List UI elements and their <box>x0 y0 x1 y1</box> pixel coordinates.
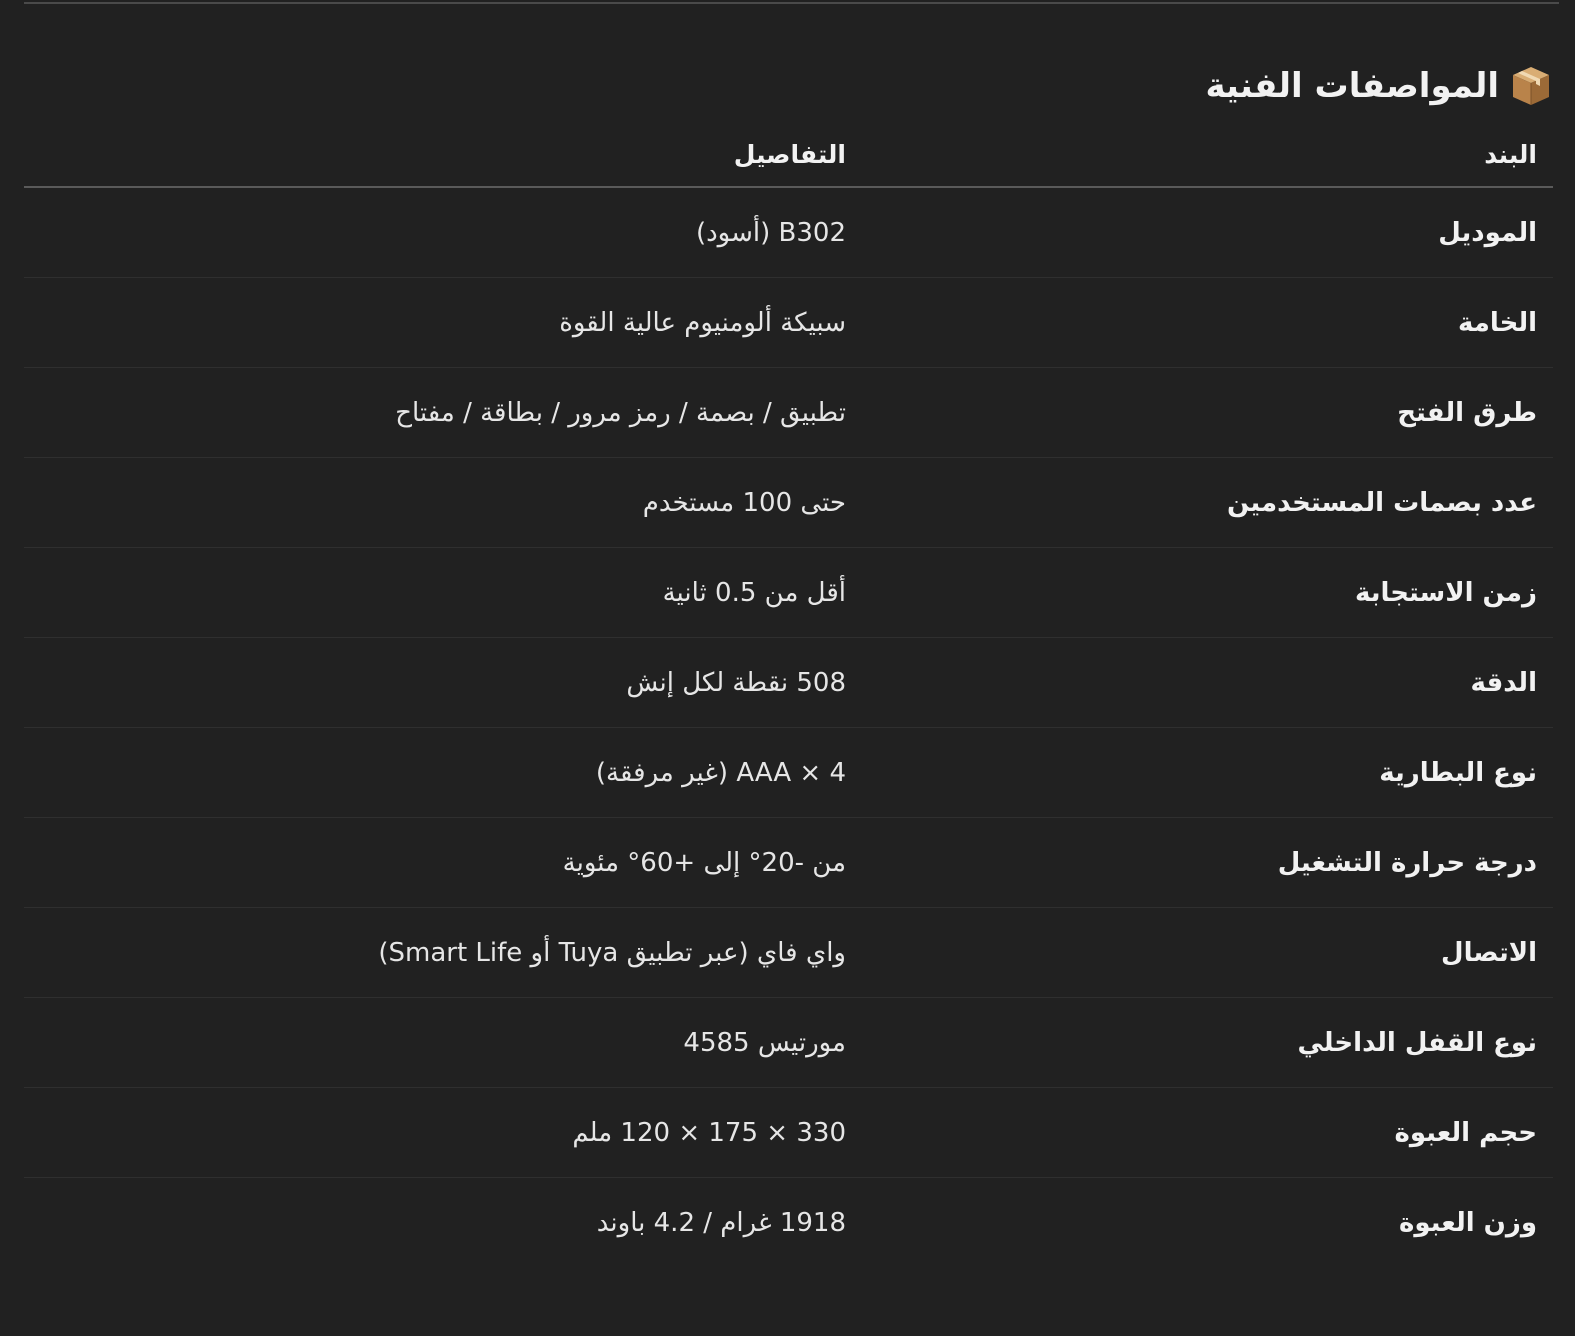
details-cell: واي فاي (عبر تطبيق Tuya أو Smart Life) <box>24 908 862 998</box>
table-row <box>24 278 1553 368</box>
table-row <box>24 998 1553 1088</box>
details-cell: سبيكة ألومنيوم عالية القوة <box>24 278 862 368</box>
top-divider <box>24 2 1559 4</box>
table-row <box>24 187 1553 278</box>
table-header-row <box>24 122 1553 187</box>
details-cell: 330 × 175 × 120 ملم <box>24 1088 862 1178</box>
item-cell: نوع القفل الداخلي <box>862 998 1553 1088</box>
table-row <box>24 548 1553 638</box>
table-row <box>24 1088 1553 1178</box>
item-cell: الاتصال <box>862 908 1553 998</box>
table-row <box>24 1178 1553 1268</box>
table-row <box>24 908 1553 998</box>
specifications-table <box>24 122 1553 1267</box>
details-cell: أقل من 0.5 ثانية <box>24 548 862 638</box>
item-cell: درجة حرارة التشغيل <box>862 818 1553 908</box>
details-cell: 508 نقطة لكل إنش <box>24 638 862 728</box>
details-cell: مورتيس 4585 <box>24 998 862 1088</box>
package-icon <box>1509 64 1553 108</box>
column-header-item: البند <box>862 122 1553 187</box>
table-row <box>24 458 1553 548</box>
column-header-details: التفاصيل <box>24 122 862 187</box>
item-cell: طرق الفتح <box>862 368 1553 458</box>
item-cell: نوع البطارية <box>862 728 1553 818</box>
item-cell: زمن الاستجابة <box>862 548 1553 638</box>
section-heading <box>1205 60 1553 112</box>
item-cell: الموديل <box>862 187 1553 278</box>
item-cell: وزن العبوة <box>1399 1207 1537 1238</box>
section-title-text: المواصفات الفنية <box>1205 66 1499 106</box>
details-cell: حتى 100 مستخدم <box>24 458 862 548</box>
item-cell: الخامة <box>862 278 1553 368</box>
item-cell: الدقة <box>862 638 1553 728</box>
table-row <box>24 728 1553 818</box>
details-cell: 1918 غرام / 4.2 باوند <box>596 1207 846 1238</box>
table-row <box>24 368 1553 458</box>
table-row <box>24 638 1553 728</box>
details-cell: من -20° إلى +60° مئوية <box>24 818 862 908</box>
item-cell: حجم العبوة <box>862 1088 1553 1178</box>
details-cell: 4 × AAA (غير مرفقة) <box>24 728 862 818</box>
table-row <box>24 818 1553 908</box>
details-cell: تطبيق / بصمة / رمز مرور / بطاقة / مفتاح <box>24 368 862 458</box>
item-cell: عدد بصمات المستخدمين <box>862 458 1553 548</box>
details-cell: B302 (أسود) <box>24 187 862 278</box>
